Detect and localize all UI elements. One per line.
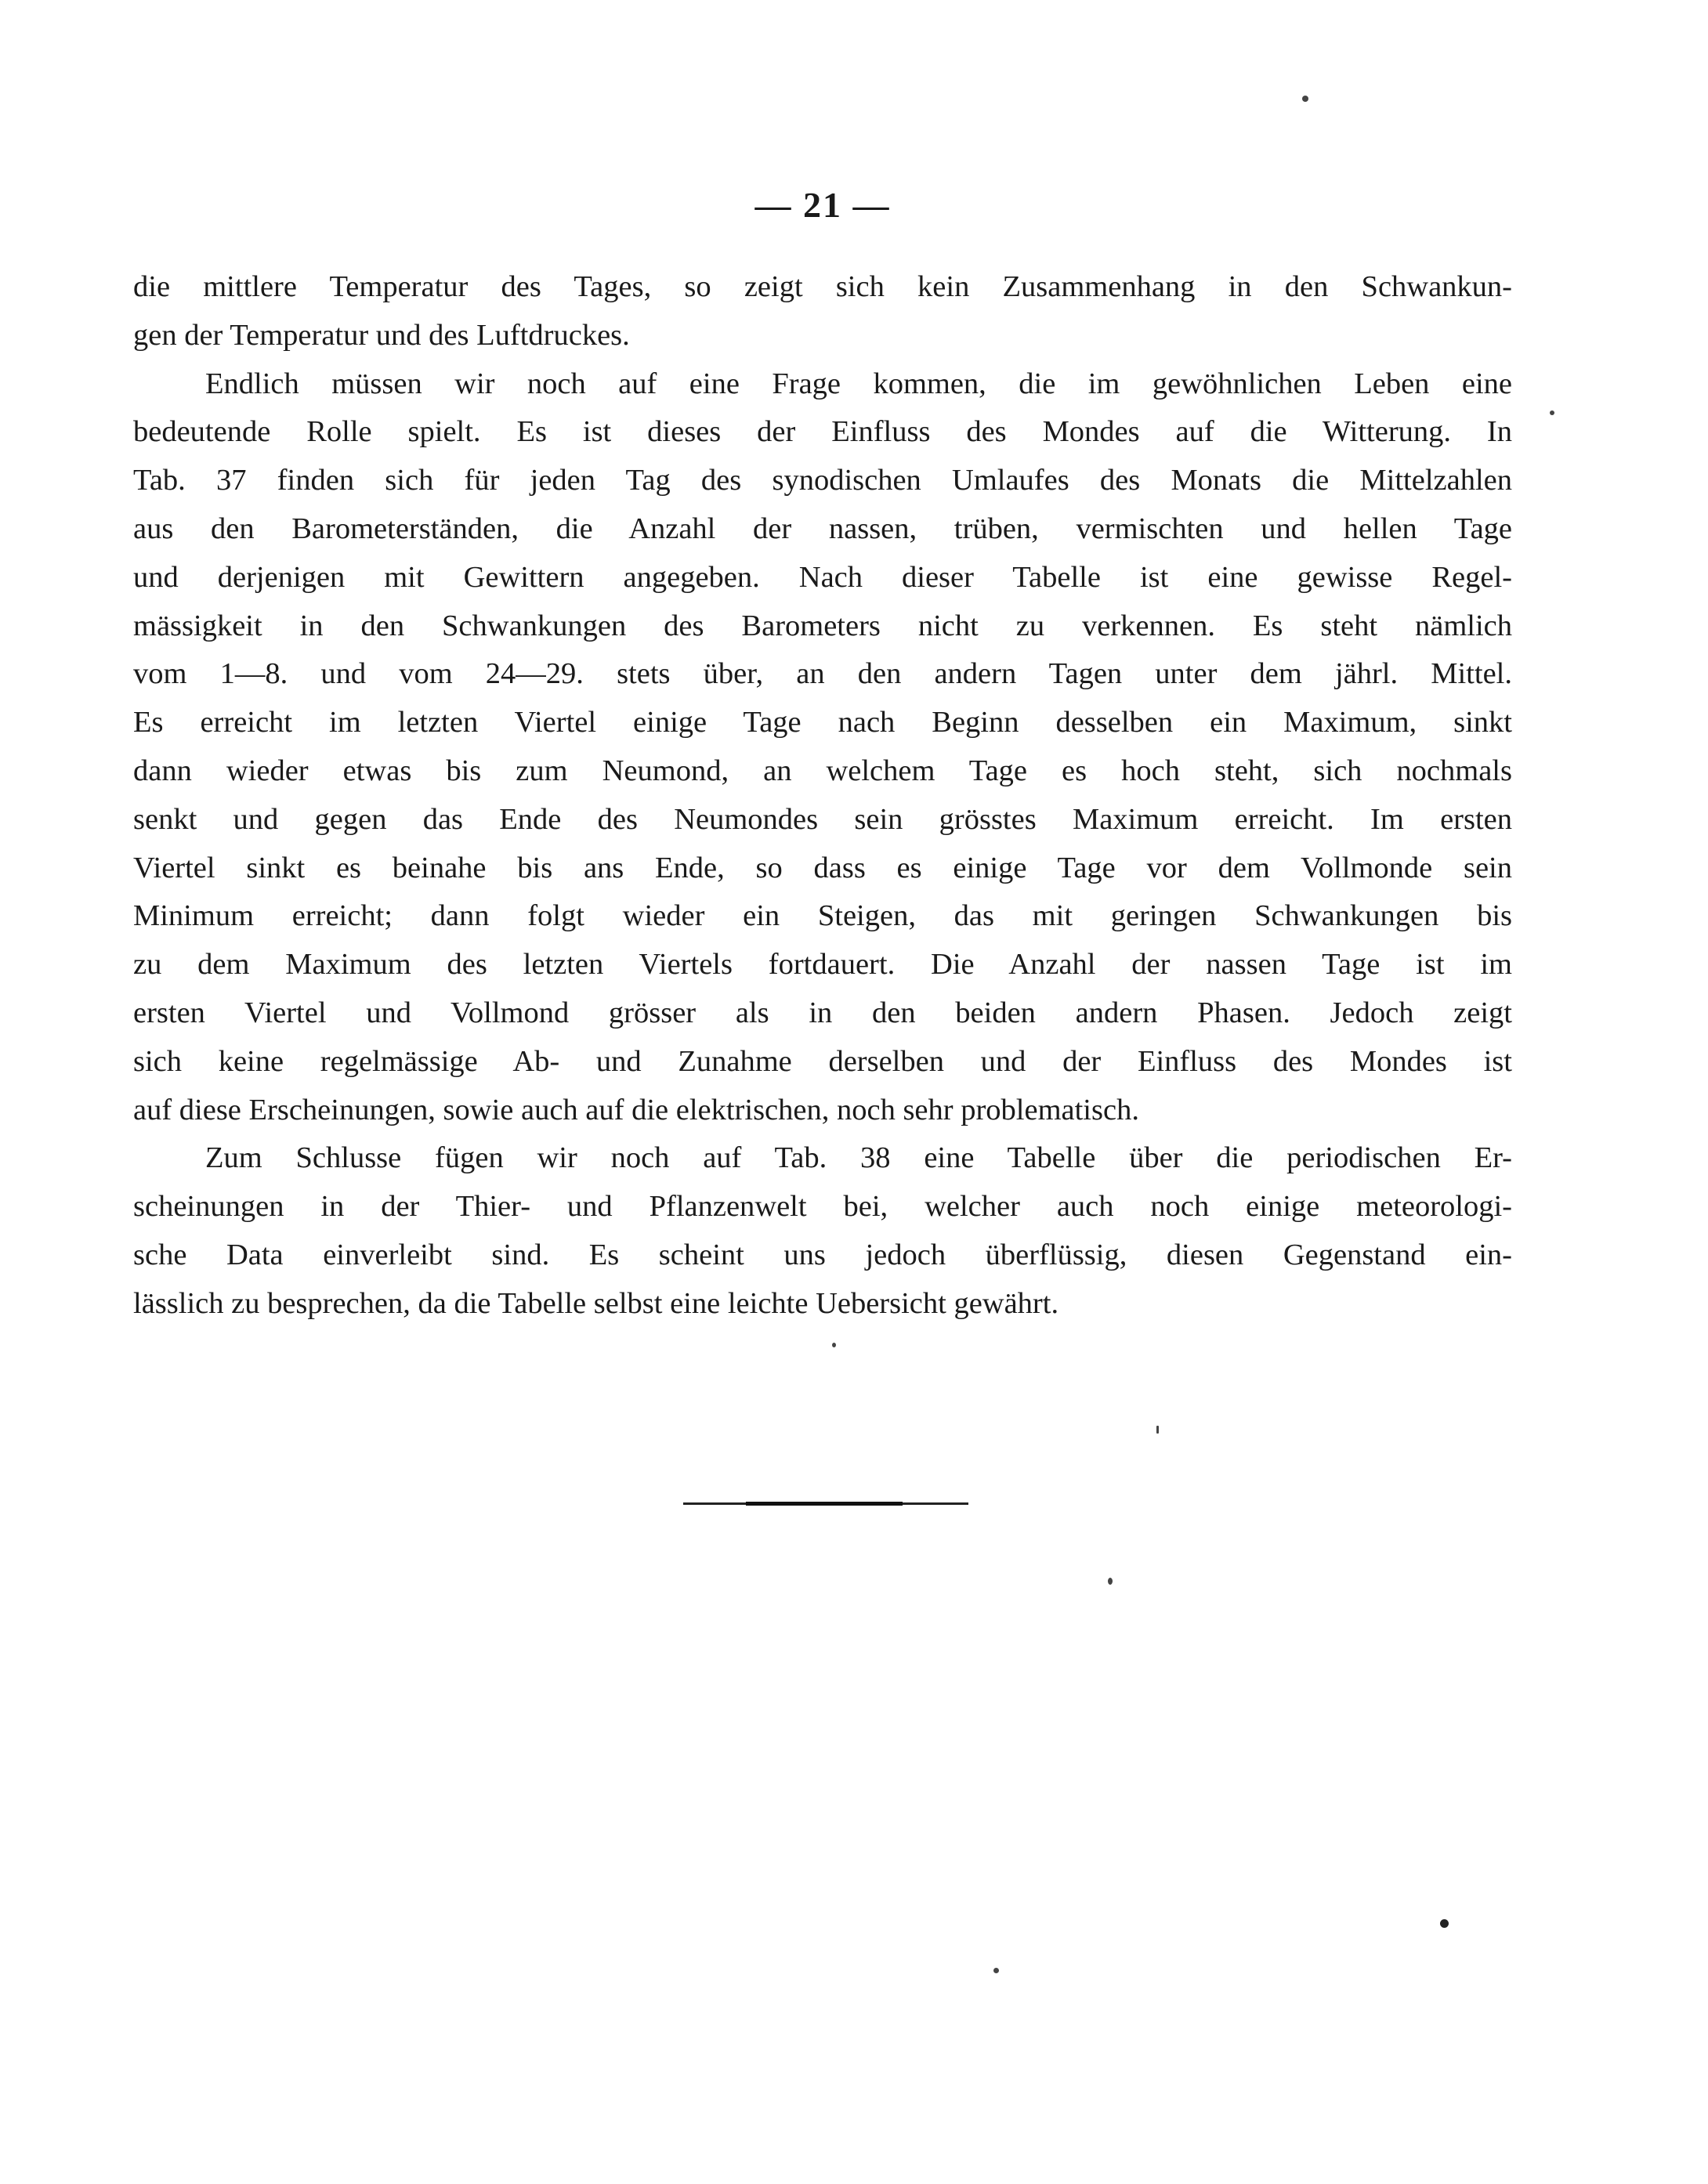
print-speck xyxy=(1108,1578,1113,1585)
print-speck xyxy=(1550,410,1554,415)
text-line: auf diese Erscheinungen, sowie auch auf die elektrischen, noch sehr problematisch. xyxy=(133,1093,1139,1126)
text-line: dann wieder etwas bis zum Neumond, an welchem Tage es hoch steht, sich nochmals xyxy=(133,754,1512,787)
text-line: Endlich müssen wir noch auf eine Frage kommen, die im gewöhnlichen Leben eine xyxy=(205,367,1512,400)
text-line: aus den Barometerständen, die Anzahl der nassen, trüben, vermischten und hellen Tage xyxy=(133,512,1512,545)
body-text xyxy=(133,263,1512,1329)
text-line: die mittlere Temperatur des Tages, so zeigt sich kein Zusammenhang in den Schwankun- xyxy=(133,270,1512,303)
text-line: Tab. 37 finden sich für jeden Tag des synodischen Umlaufes des Monats die Mittelzahlen xyxy=(133,464,1512,497)
print-speck xyxy=(832,1343,836,1347)
print-speck xyxy=(993,1968,999,1973)
text-line: Es erreicht im letzten Viertel einige Tage nach Beginn desselben ein Maximum, sinkt xyxy=(133,706,1512,739)
section-end-rule xyxy=(683,1502,968,1505)
text-line: sich keine regelmässige Ab- und Zunahme derselben und der Einfluss des Mondes ist xyxy=(133,1044,1512,1078)
page-number: — 21 — xyxy=(754,185,891,225)
text-line: bedeutende Rolle spielt. Es ist dieses der Einfluss des Mondes auf die Witterung. In xyxy=(133,415,1512,449)
text-line: und derjenigen mit Gewittern angegeben. Nach dieser Tabelle ist eine gewisse Regel- xyxy=(133,560,1512,594)
text-line: senkt und gegen das Ende des Neumondes sein grösstes Maximum erreicht. Im ersten xyxy=(133,802,1512,836)
text-line: sche Data einverleibt sind. Es scheint uns jedoch überflüssig, diesen Gegenstand ein- xyxy=(133,1238,1512,1271)
print-speck xyxy=(1302,96,1308,102)
text-line: scheinungen in der Thier- und Pflanzenwelt bei, welcher auch noch einige meteorologi- xyxy=(133,1190,1512,1224)
text-line: Minimum erreicht; dann folgt wieder ein Steigen, das mit geringen Schwankungen bis xyxy=(133,899,1512,933)
text-line: Zum Schlusse fügen wir noch auf Tab. 38 eine Tabelle über die periodischen Er- xyxy=(205,1141,1512,1175)
text-line: Viertel sinkt es beinahe bis ans Ende, so dass es einige Tage vor dem Vollmonde sein xyxy=(133,851,1512,884)
text-line: gen der Temperatur und des Luftdruckes. xyxy=(133,318,630,352)
text-line: lässlich zu besprechen, da die Tabelle selbst eine leichte Uebersicht gewährt. xyxy=(133,1286,1059,1320)
text-line: mässigkeit in den Schwankungen des Barometers nicht zu verkennen. Es steht nämlich xyxy=(133,609,1512,642)
print-speck xyxy=(1156,1426,1159,1434)
text-line: ersten Viertel und Vollmond grösser als in den beiden andern Phasen. Jedoch zeigt xyxy=(133,996,1512,1029)
text-line: zu dem Maximum des letzten Viertels fortdauert. Die Anzahl der nassen Tage ist im xyxy=(133,948,1512,982)
text-line: vom 1—8. und vom 24—29. stets über, an den andern Tagen unter dem jährl. Mittel. xyxy=(133,657,1512,691)
print-speck xyxy=(1440,1919,1449,1928)
